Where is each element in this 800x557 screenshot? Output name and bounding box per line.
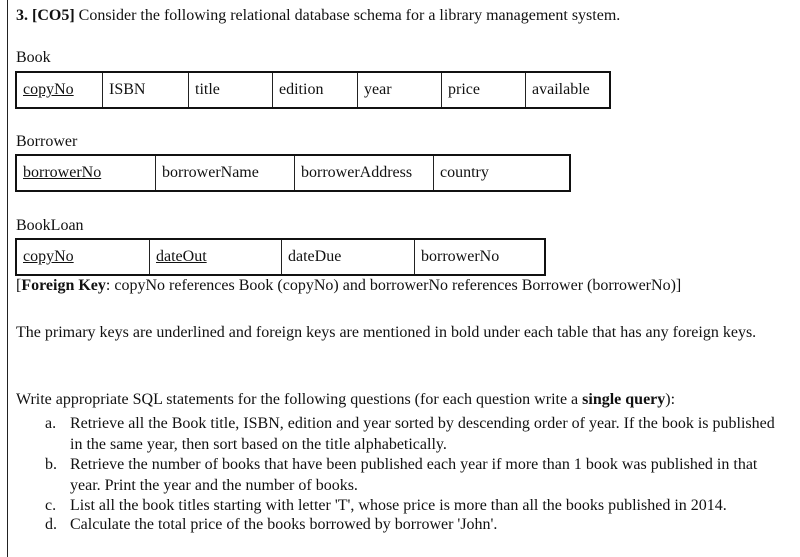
list-item-text: Retrieve the number of books that have been published each year if more than 1 book was published in that year. Print the year and the number of books. bbox=[70, 456, 758, 494]
borrower-table bbox=[15, 154, 571, 192]
list-item-marker: a. bbox=[45, 415, 57, 432]
book-col-price: price bbox=[442, 73, 526, 107]
instructions-before: Write appropriate SQL statements for the following questions (for each question write a bbox=[16, 391, 583, 408]
borrower-table-name: Borrower bbox=[16, 133, 78, 150]
instructions bbox=[16, 391, 675, 409]
book-col-year: year bbox=[358, 73, 442, 107]
book-col-copyno: copyNo bbox=[17, 73, 103, 107]
list-item-marker: d. bbox=[45, 516, 57, 533]
foreign-key-note bbox=[16, 277, 681, 295]
list-item-text: Retrieve all the Book title, ISBN, edition and year sorted by descending order of year. If the book is published in the same year, then sort based on the title alphabetically. bbox=[70, 415, 775, 453]
foreign-key-text: : copyNo references Book (copyNo) and borrowerNo references Borrower (borrowerNo)] bbox=[105, 277, 682, 294]
bookloan-col-dateout: dateOut bbox=[150, 240, 282, 274]
bookloan-table bbox=[15, 238, 546, 276]
foreign-key-label: Foreign Key bbox=[21, 277, 106, 294]
borrower-col-country: country bbox=[440, 164, 489, 181]
list-item-text: List all the book titles starting with letter 'T', whose price is more than all the books published in 2014. bbox=[70, 497, 727, 514]
book-table bbox=[15, 71, 611, 109]
bookloan-col-borrowerno: borrowerNo bbox=[421, 248, 500, 265]
question-heading bbox=[16, 7, 620, 25]
borrower-col-borrowername: borrowerName bbox=[156, 156, 295, 190]
list-item-marker: c. bbox=[45, 497, 57, 514]
bookloan-col-copyno: copyNo bbox=[17, 240, 150, 274]
list-item-marker: b. bbox=[45, 456, 57, 473]
book-col-edition: edition bbox=[273, 73, 358, 107]
borrower-col-borroweraddress: borrowerAddress bbox=[295, 156, 434, 190]
bookloan-col-datedue: dateDue bbox=[282, 240, 415, 274]
book-col-title: title bbox=[189, 73, 273, 107]
book-table-name: Book bbox=[16, 49, 51, 66]
instructions-bold: single query bbox=[582, 391, 666, 408]
bookloan-table-name: BookLoan bbox=[16, 217, 84, 234]
primary-key-note: The primary keys are underlined and foreign keys are mentioned in bold under each table that has any foreign keys. bbox=[16, 324, 757, 341]
foreign-key-open: [ bbox=[16, 277, 22, 294]
instructions-after: ): bbox=[665, 391, 676, 408]
question-intro: Consider the following relational database schema for a library management system. bbox=[78, 7, 621, 24]
book-col-available: available bbox=[532, 81, 590, 98]
borrower-col-borrowerno: borrowerNo bbox=[17, 156, 156, 190]
question-number: 3. [CO5] bbox=[16, 7, 75, 24]
book-col-isbn: ISBN bbox=[103, 73, 189, 107]
list-item-text: Calculate the total price of the books borrowed by borrower 'John'. bbox=[70, 516, 498, 533]
